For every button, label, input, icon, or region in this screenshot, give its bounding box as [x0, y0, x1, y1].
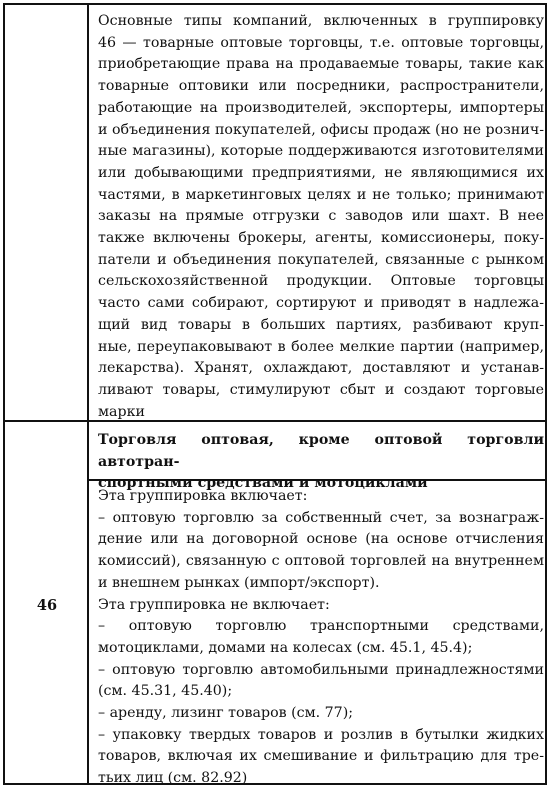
text-line: 46 — товарные оптовые торговцы, т.е. оптовые торговцы,: [98, 34, 544, 51]
text-line: (см. 45.31, 45.40);: [98, 683, 233, 700]
heading-divider: [89, 479, 545, 481]
text-line: и объединения покупателей, офисы продаж (но не рознич-: [98, 121, 544, 138]
text-line: – оптовую торговлю за собственный счет, за вознаграж-: [98, 509, 544, 526]
text-line: ные магазины), которые поддерживаются изготовителями: [98, 143, 544, 160]
text-line: мотоциклами, домами на колесах (см. 45.1, 45.4);: [98, 639, 473, 656]
text-line: патели и объединения покупателей, связанные с рынком: [98, 251, 544, 268]
text-line: товаров, включая их смешивание и фильтрацию для тре-: [98, 748, 544, 765]
group-description: [98, 486, 544, 790]
code-column: [5, 5, 89, 783]
text-line: щий вид товары в больших партиях, разбивают круп-: [98, 316, 544, 333]
text-line: Эта группировка не включает:: [98, 596, 330, 613]
text-line: марки: [98, 403, 145, 420]
text-line: Эта группировка включает:: [98, 488, 308, 504]
text-line: ливают товары, стимулируют сбыт и создают торговые: [98, 381, 544, 398]
text-line: лекарства). Хранят, охлаждают, доставляют и устанав-: [98, 360, 544, 377]
text-line: – оптовую торговлю транспортными средствами,: [98, 618, 544, 635]
text-line: или добывающими предприятиями, не являющимися их: [98, 164, 544, 181]
text-line: – оптовую торговлю автомобильными принадлежностями: [98, 661, 544, 678]
group-code: 46: [36, 597, 58, 614]
text-line: Основные типы компаний, включенных в группировку: [98, 13, 544, 29]
text-line: комиссий), связанную с оптовой торговлей на внутреннем: [98, 553, 544, 570]
text-line: заказы на прямые отгрузки с заводов или шахт. В нее: [98, 208, 544, 225]
classification-table: [3, 3, 547, 785]
row1-description: [98, 11, 544, 423]
text-line: также включены брокеры, агенты, комиссионеры, поку-: [98, 230, 544, 247]
text-line: товарные оптовики или посредники, распространители,: [98, 78, 544, 95]
text-line: работающие на производителей, экспортеры, импортеры: [98, 99, 544, 116]
text-line: приобретающие права на продаваемые товары, такие как: [98, 56, 544, 73]
row-divider: [5, 420, 545, 422]
text-line: и внешнем рынках (импорт/экспорт).: [98, 574, 380, 591]
heading-line: Торговля оптовая, кроме оптовой торговли автотран-: [98, 432, 544, 470]
text-line: – аренду, лизинг товаров (см. 77);: [98, 705, 354, 722]
text-line: частями, в маркетинговых целях и не только; принимают: [98, 186, 544, 203]
text-line: часто сами собирают, сортируют и приводят в надлежа-: [98, 295, 544, 312]
text-line: дение или на договорной основе (на основе отчисления: [98, 531, 544, 548]
text-line: тьих лиц (см. 82.92): [98, 770, 248, 787]
text-line: – упаковку твердых товаров и розлив в бутылки жидких: [98, 726, 544, 743]
text-line: сельскохозяйственной продукции. Оптовые торговцы: [98, 273, 544, 290]
text-line: ные, переупаковывают в более мелкие партии (например,: [98, 338, 544, 355]
heading-line: спортными средствами и мотоциклами: [98, 475, 428, 492]
